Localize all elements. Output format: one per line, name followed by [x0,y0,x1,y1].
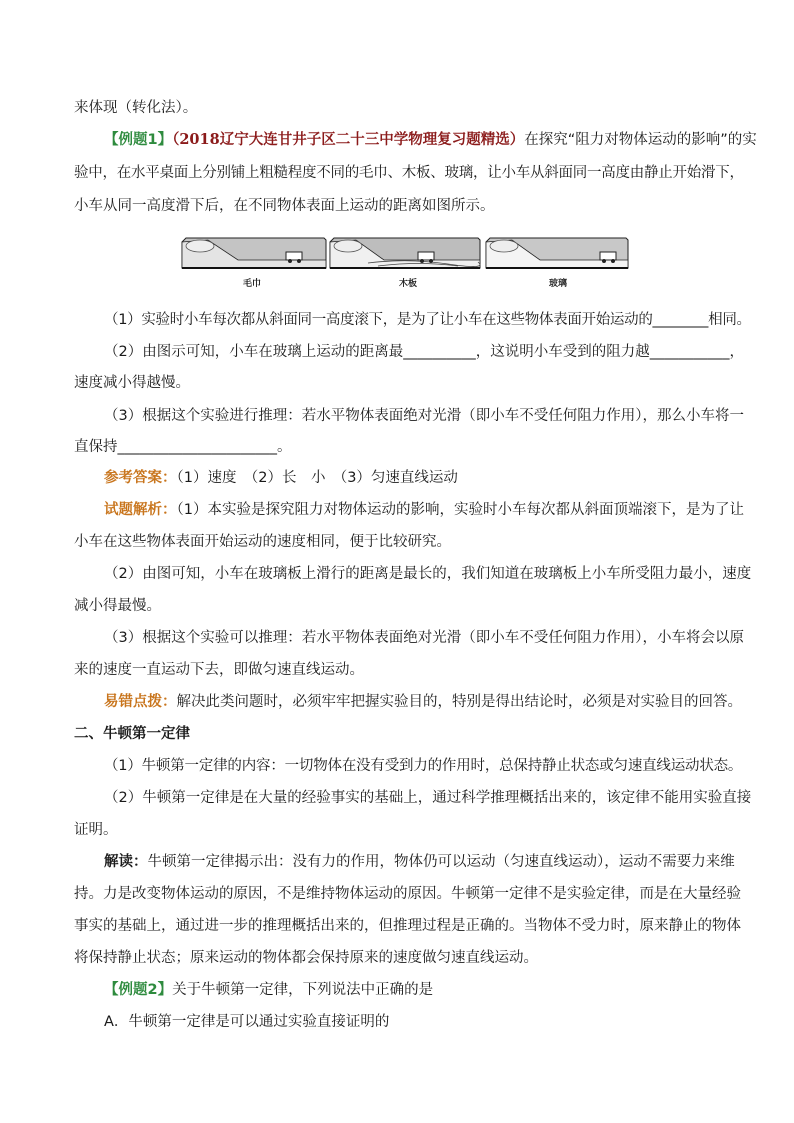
explanation-line [104,500,754,520]
text-line: （1）牛顿第一定律的内容：一切物体在没有受到力的作用时，总保持静止状态或匀速直线运动状态。 [104,758,743,774]
question-3: （3）根据这个实验进行推理：若水平物体表面绝对光滑（即小车不受任何阻力作用），那么小车将一 [104,408,744,424]
text-line: 直保持______________________。 [74,439,292,455]
towel-panel [182,238,326,268]
tip-label: 易错点拨： [104,694,177,710]
figure-label-glass: 玻璃 [548,279,568,289]
example2-tag: 【例题2】 [104,982,173,998]
example1-tag: 【例题1】 [104,132,173,148]
section-title: 二、牛顿第一定律 [74,726,190,742]
text-line: （3）根据这个实验可以推理：若水平物体表面绝对光滑（即小车不受任何阻力作用），小车将会以原 [104,630,744,646]
answer-line [104,468,754,488]
text-line: 小车在这些物体表面开始运动的速度相同，便于比较研究。 [74,534,451,550]
text-line: 速度减小得越慢。 [74,375,190,391]
text-line: 证明。 [74,822,118,838]
text-line: 将保持静止状态；原来运动的物体都会保持原来的速度做匀速直线运动。 [74,950,538,966]
example1-text: 在探究“阻力对物体运动的影响”的实 [524,132,757,148]
text-line: 小车从同一高度滑下后，在不同物体表面上运动的距离如图所示。 [74,198,495,214]
figure-label-towel: 毛巾 [242,279,262,289]
text-line: 验中，在水平桌面上分别铺上粗糙程度不同的毛巾、木板、玻璃，让小车从斜面同一高度由静止开始滑下， [74,165,744,181]
explanation-label: 试题解析： [104,502,177,518]
text-line: （2）由图可知，小车在玻璃板上滑行的距离是最长的，我们知道在玻璃板上小车所受阻力最小，速度 [104,566,752,582]
question-1: （1）实验时小车每次都从斜面同一高度滚下，是为了让小车在这些物体表面开始运动的________相同。 [104,312,751,328]
answer-label: 参考答案： [104,470,177,486]
section-heading [74,724,724,744]
text-line: 来体现（转化法）。 [74,100,198,116]
question-2: （2）由图示可知，小车在玻璃上运动的距离最__________，这说明小车受到的阻力越___________， [104,344,744,360]
interpretation-line [104,852,754,872]
text-line: 事实的基础上，通过进一步的推理概括出来的，但推理过程是正确的。当物体不受力时，原来静止的物体 [74,918,741,934]
interpretation-label: 解读： [104,854,148,870]
example2-text: 关于牛顿第一定律，下列说法中正确的是 [172,982,434,998]
explanation-text: （1）本实验是探究阻力对物体运动的影响，实验时小车每次都从斜面顶端滚下，是为了让 [176,502,744,518]
text-line: 减小得最慢。 [74,598,161,614]
figure-label-wood: 木板 [398,279,418,289]
tip-text: 解决此类问题时，必须牢牢把握实验目的，特别是得出结论时，必须是对实验目的回答。 [176,694,742,710]
option-a: A．牛顿第一定律是可以通过实验直接证明的 [104,1014,390,1030]
text-line: 持。力是改变物体运动的原因，不是维持物体运动的原因。牛顿第一定律不是实验定律，而是在大量经验 [74,886,741,902]
tip-line [104,692,754,712]
example2-header [104,980,754,1000]
example1-source: （2018辽宁大连甘井子区二十三中学物理复习题精选） [172,131,525,148]
glass-panel [486,238,628,268]
answer-text: （1）速度 （2）长 小 （3）匀速直线运动 [176,470,458,486]
text-line: （2）牛顿第一定律是在大量的经验事实的基础上，通过科学推理概括出来的，该定律不能用实验直接 [104,790,752,806]
wood-panel [330,238,480,268]
example1-header [104,130,757,150]
text-line: 来的速度一直运动下去，即做匀速直线运动。 [74,662,364,678]
interpretation-text: 牛顿第一定律揭示出：没有力的作用，物体仍可以运动（匀速直线运动），运动不需要力来维 [147,854,735,870]
experiment-figure [178,230,633,292]
